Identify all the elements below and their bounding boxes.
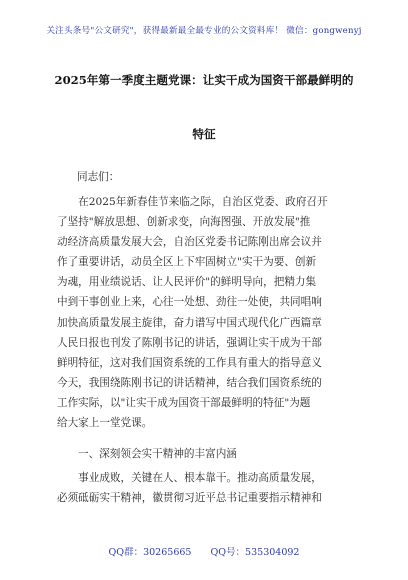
- text-line: 给大家上一堂党课。: [57, 417, 153, 430]
- section-heading: 一、深刻领会实干精神的丰富内涵: [78, 448, 237, 460]
- text-line: 了坚持"解放思想、创新求变，向海图强、开放发展"推: [57, 216, 311, 229]
- document-title-line-1: 2025年第一季度主题党课：让实干成为国资干部最鲜明的: [54, 73, 354, 87]
- footer-contact: [0, 544, 408, 558]
- text-line: 为魂，用业绩说话、让人民评价"的鲜明导向，把精力集: [57, 276, 317, 289]
- text-line: 在2025年新春佳节来临之际，自治区党委、政府召开: [57, 196, 328, 208]
- text-line: 动经济高质量发展大会，自治区党委书记陈刚出席会议并: [57, 236, 322, 249]
- text-line: 工作实际，以"让实干成为国资干部最鲜明的特征"为题: [57, 396, 311, 409]
- text-line: 必须砥砺实干精神，徽贯彻习近平总书记重要指示精神和: [57, 492, 322, 505]
- text-line: 作了重要讲话，动员全区上下牢固树立"实干为要、创新: [57, 256, 317, 269]
- text-line: 中到干事创业上来，心往一处想、劲往一处使，共同唱响: [57, 296, 322, 309]
- text-line: 事业成败，关键在人、根本靠干。推动高质量发展，: [57, 472, 322, 484]
- paragraph-section-1: [57, 468, 353, 508]
- footer-qq-number: QQ号：535304092: [210, 547, 300, 558]
- document-title-line-2: 特征: [192, 127, 216, 141]
- footer-qq-group: QQ群：30265665: [108, 547, 192, 558]
- text-line: 今天，我围绕陈刚书记的讲话精神，结合我们国资系统的: [57, 376, 322, 389]
- greeting: 同志们：: [77, 171, 120, 183]
- text-line: 加快高质量发展主旋律，奋力谱写中国式现代化广西篇章: [57, 316, 322, 329]
- text-line: 鲜明特征，这对我们国资系统的工作具有重大的指导意义: [57, 356, 322, 369]
- header-banner: 关注头条号"公文研究"，获得最新最全最专业的公文资料库！ 微信：gongwenyj: [46, 26, 362, 36]
- text-line: 人民日报也刊发了陈刚书记的讲话，强调让实干成为干部: [57, 336, 322, 349]
- paragraph-intro: [57, 192, 353, 433]
